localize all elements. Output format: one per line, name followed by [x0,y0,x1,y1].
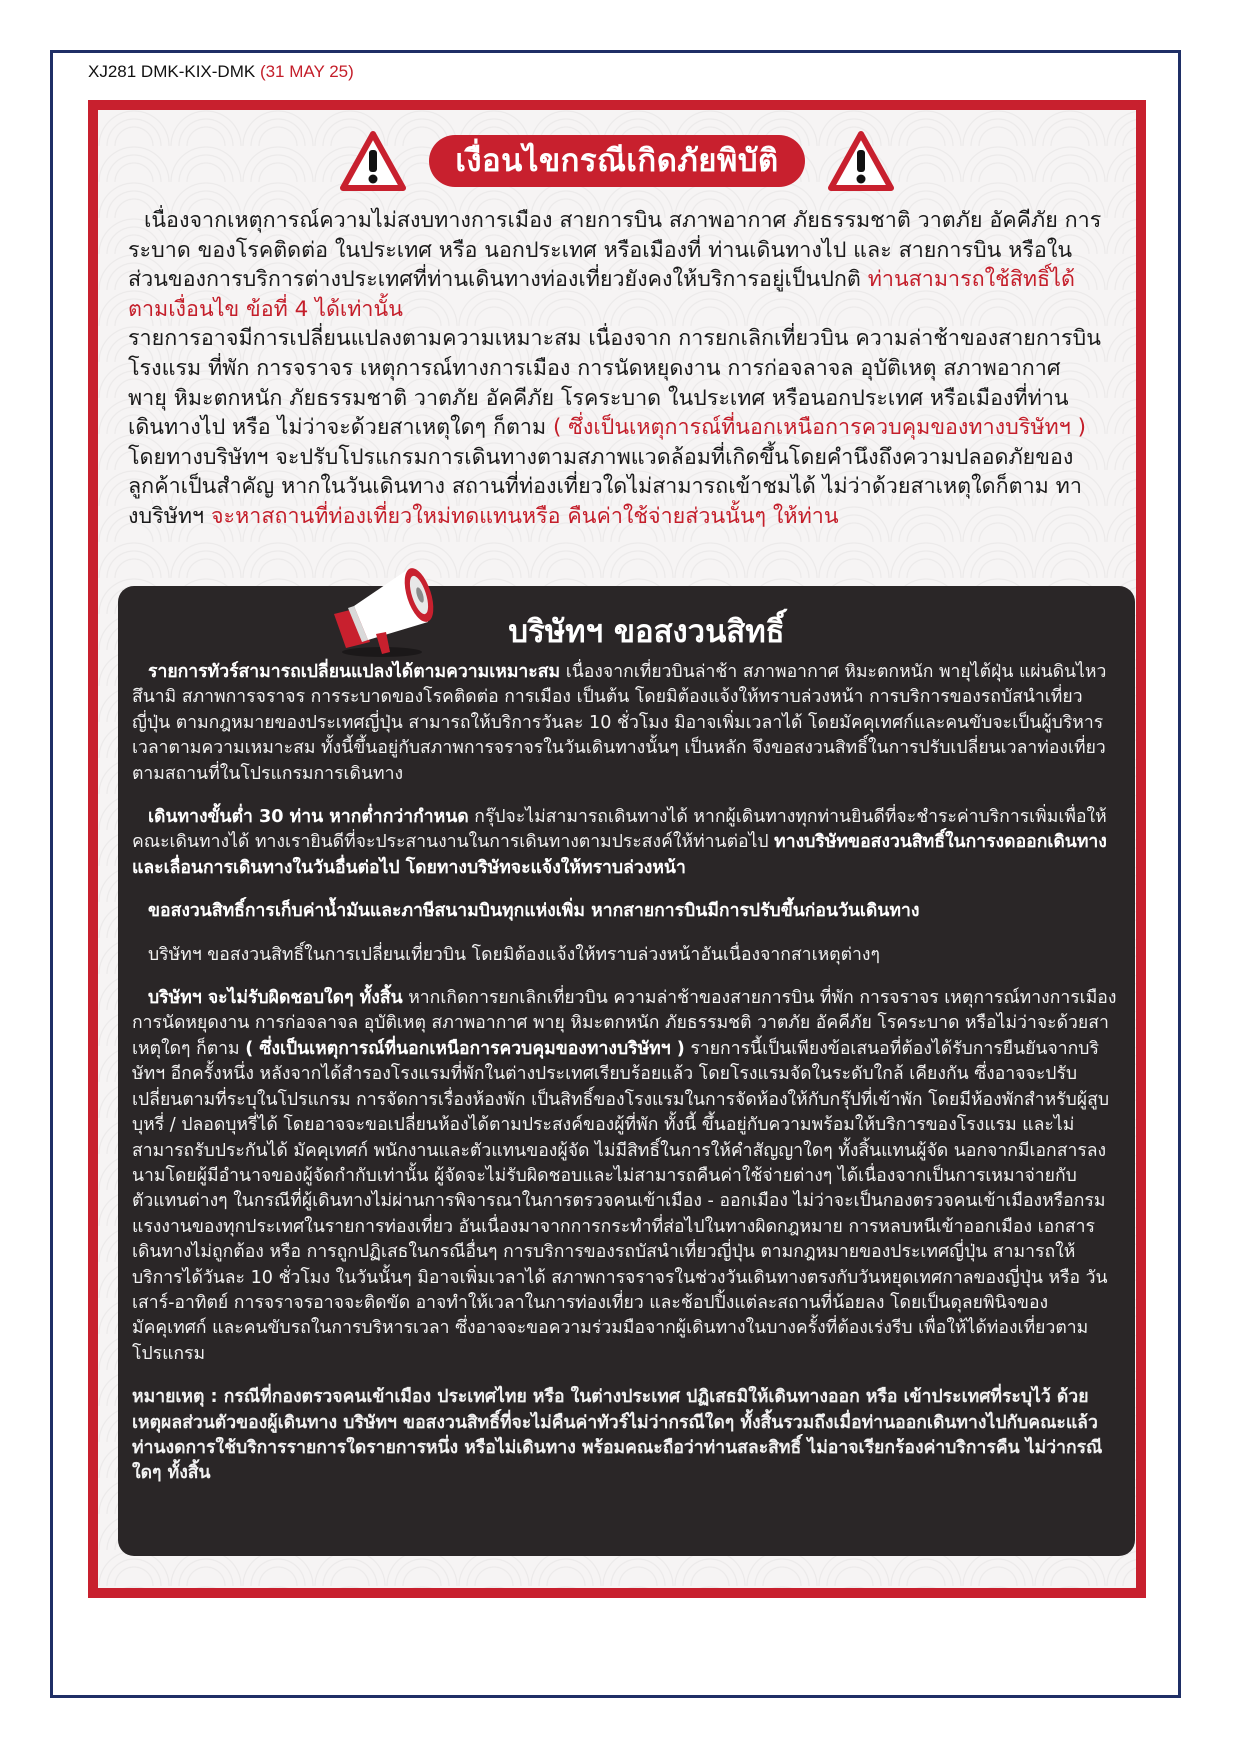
intro-p2b: โดยทางบริษัทฯ จะปรับโปรแกรมการเดินทางตามสภาพแวดล้อมที่เกิดขึ้นโดยคำนึงถึงความปลอดภัยของลูกค้าเป็นสำคัญ หากในวันเดินทาง สถานที่ท่องเที่ยวใดไม่สามารถเข้าชมได้ ไม่ว่าด้วยสาเหตุใดก็ตาม ทางบริษัทฯ [128,444,1082,529]
intro-p1-highlight: ท่านสามารถใช้สิทธิ์ได้ตามเงื่อนไข ข้อที่ 4 ได้เท่านั้น [128,267,1075,322]
rights-p5b: รายการนี้เป็นเพียงข้อเสนอที่ต้องได้รับการยืนยันจากบริษัทฯ อีกครั้งหนึ่ง หลังจากได้สำรองโรงแรมที่พักในต่างประเทศเรียบร้อยแล้ว โดยโรงแรมจัดในระดับใกล้ เคียงกัน ซึ่งอาจจะปรับเปลี่ยนตามที่ระบุในโปรแกรม การจัดการเรื่องห้องพัก เป็นสิทธิ์ของโรงแรมในการจัดห้องให้กับกรุ๊ปที่เข้าพัก โดยมีห้องพักสำหรับผู้สูบบุหรี่ / ปลอดบุหรี่ได้ โดยอาจจะขอเปลี่ยนห้องได้ตามประสงค์ของผู้ที่พัก ทั้งนี้ ขึ้นอยู่กับความพร้อมให้บริการของโรงแรม และไม่สามารถรับประกันได้ มัคคุเทศก์ พนักงานและตัวแทนของผู้จัด ไม่มีสิทธิ์ในการให้คำสัญญาใดๆ ทั้งสิ้นแทนผู้จัด นอกจากมีเอกสารลงนามโดยผู้มีอำนาจของผู้จัดกำกับเท่านั้น ผู้จัดจะไม่รับผิดชอบและไม่สามารถคืนค่าใช้จ่ายต่างๆ ได้เนื่องจากเป็นการเหมาจ่ายกับตัวแทนต่างๆ ในกรณีที่ผู้เดินทางไม่ผ่านการพิจารณาในการตรวจคนเข้าเมือง - ออกเมือง ไม่ว่าจะเป็นกองตรวจคนเข้าเมืองหรือกรมแรงงานของทุกประเทศในรายการท่องเที่ยว อันเนื่องมาจากการกระทำที่ส่อไปในทางผิดกฎหมาย การหลบหนีเข้าออกเมือง เอกสารเดินทางไม่ถูกต้อง หรือ การถูกปฏิเสธในกรณีอื่นๆ การบริการของรถบัสนำเที่ยวญี่ปุ่น ตามกฎหมายของประเทศญี่ปุ่น สามารถให้บริการได้วันละ 10 ชั่วโมง ในวันนั้นๆ มิอาจเพิ่มเวลาได้ สภาพการจราจรในช่วงวันเดินทางตรงกับวันหยุดเทศกาลของญี่ปุ่น หรือ วันเสาร์-อาทิตย์ การจราจรอาจจะติดขัด อาจทำให้เวลาในการท่องเที่ยว และช้อปปิ้งแต่ละสถานที่น้อยลง โดยเป็นดุลยพินิจของมัคคุเทศก์ และคนขับรถในการบริหารเวลา ซึ่งอาจจะขอความร่วมมือจากผู้เดินทางในบางครั้งที่ต้องเร่งรีบ เพื่อให้ได้ท่องเที่ยวตามโปรแกรม [132,1038,1110,1364]
rights-note: หมายเหตุ : กรณีที่กองตรวจคนเข้าเมือง ประเทศไทย หรือ ในต่างประเทศ ปฏิเสธมิให้เดินทางออก หรือ เข้าประเทศที่ระบุไว้ ด้วยเหตุผลส่วนตัวของผู้เดินทาง บริษัทฯ ขอสงวนสิทธิ์ที่จะไม่คืนค่าทัวร์ไม่ว่ากรณีใดๆ ทั้งสิ้นรวมถึงเมื่อท่านออกเดินทางไปกับคณะแล้ว ท่านงดการใช้บริการรายการใดรายการหนึ่ง หรือไม่เดินทาง พร้อมคณะถือว่าท่านสละสิทธิ์ ไม่อาจเรียกร้องค่าบริการคืน ไม่ว่ากรณีใดๆ ทั้งสิ้น [132,1387,1103,1484]
rights-p5-bold-2: ( ซึ่งเป็นเหตุการณ์ที่นอกเหนือการควบคุมของทางบริษัทฯ ) [245,1038,685,1059]
rights-p1: เนื่องจากเที่ยวบินล่าช้า สภาพอากาศ หิมะตกหนัก พายุไต้ฝุ่น แผ่นดินไหว สึนามิ สภาพการจราจร การระบาดของโรคติดต่อ การเมือง เป็นต้น โดยมิต้องแจ้งให้ทราบล่วงหน้า การบริการของรถบัสนำเที่ยวญี่ปุ่น ตามกฎหมายของประเทศญี่ปุ่น สามารถให้บริการวันละ 10 ชั่วโมง มิอาจเพิ่มเวลาได้ โดยมัคคุเทศก์และคนขับจะเป็นผู้บริหารเวลาตามความเหมาะสม ทั้งนี้ขึ้นอยู่กับสภาพการจราจรในวันเดินทางนั้นๆ เป็นหลัก จึงขอสงวนสิทธิ์ในการปรับเปลี่ยนเวลาท่องเที่ยวตามสถานที่ในโปรแกรมการเดินทาง [132,662,1107,784]
rights-p2-bold-2: ทางบริษัทขอสงวนสิทธิ์ในการงดออกเดินทางและเลื่อนการเดินทางในวันอื่นต่อไป โดยทางบริษัทจะแจ้งให้ทราบล่วงหน้า [132,832,1107,878]
intro-p2-highlight-1: ( ซึ่งเป็นเหตุการณ์ที่นอกเหนือการควบคุมของทางบริษัทฯ ) [553,415,1087,441]
tour-code: XJ281 DMK-KIX-DMK [88,62,256,81]
rights-p4: บริษัทฯ ขอสงวนสิทธิ์ในการเปลี่ยนเที่ยวบิน โดยมิต้องแจ้งให้ทราบล่วงหน้าอันเนื่องจากสาเหตุต่างๆ [148,944,880,965]
poster-title: เงื่อนไขกรณีเกิดภัยพิบัติ [429,135,804,187]
rights-p1-bold: รายการทัวร์สามารถเปลี่ยนแปลงได้ตามความเหมาะสม [148,662,561,682]
rights-item-schedule-change [132,660,1117,787]
rights-reserved-panel [118,586,1135,1556]
intro-p2-highlight-2: จะหาสถานที่ท่องเที่ยวใหม่ทดแทนหรือ คืนค่าใช้จ่ายส่วนนั้นๆ ให้ท่าน [210,503,839,529]
rights-item-fuel-tax [132,899,1117,924]
rights-item-minimum-group [132,805,1117,881]
rights-p5a: หากเกิดการยกเลิกเที่ยวบิน ความล่าช้าของสายการบิน ที่พัก การจราจร เหตุการณ์ทางการเมือง การนัดหยุดงาน การก่อจลาจล อุบัติเหตุ สภาพอากาศ พายุ หิมะตกหนัก ภัยธรรมชติ วาตภัย อัคคีภัย โรคระบาด หรือไม่ว่าจะด้วยสาเหตุใดๆ ก็ตาม [132,988,1117,1059]
rights-item-no-liability [132,986,1117,1367]
intro-paragraph-1 [128,206,1104,324]
intro-p2a: รายการอาจมีการเปลี่ยนแปลงตามความเหมาะสม เนื่องจาก การยกเลิกเที่ยวบิน ความล่าช้าของสายการบิน โรงแรม ที่พัก การจราจร เหตุการณ์ทางการเมือง การนัดหยุดงาน การก่อจลาจล อุบัติเหตุ สภาพอากาศ พายุ หิมะตกหนัก ภัยธรรมชาติ วาตภัย อัคคีภัย โรคระบาด ในประเทศ หรือนอกประเทศ หรือเมืองที่ท่านเดินทางไป หรือ ไม่ว่าจะด้วยสาเหตุใดๆ ก็ตาม [128,326,1101,441]
disaster-conditions-poster [88,100,1146,1598]
tour-code-header [88,62,354,82]
title-row [98,130,1136,192]
tour-date: (31 MAY 25) [259,62,354,81]
warning-triangle-icon [339,130,407,192]
intro-text [128,206,1104,532]
rights-p3-bold: ขอสงวนสิทธิ์การเก็บค่าน้ำมันและภาษีสนามบินทุกแห่งเพิ่ม หากสายการบินมีการปรับขึ้นก่อนวันเดินทาง [148,901,920,922]
rights-title: บริษัทฯ ขอสงวนสิทธิ์ [508,614,785,650]
intro-p1: เนื่องจากเหตุการณ์ความไม่สงบทางการเมือง สายการบิน สภาพอากาศ ภัยธรรมชาติ วาตภัย อัคคีภัย การระบาด ของโรคติดต่อ ในประเทศ หรือ นอกประเทศ หรือเมืองที่ ท่านเดินทางไป และ สายการบิน หรือในส่วนของการบริการต่างประเทศที่ท่านเดินทางท่องเที่ยวยังคงให้บริการอยู่เป็นปกติ [128,208,1102,293]
poster-body [98,110,1136,1588]
rights-p2-bold: เดินทางขั้นต่ำ 30 ท่าน หากต่ำกว่ากำหนด [148,807,469,828]
rights-p2: กรุ๊ปจะไม่สามารถเดินทางได้ หากผู้เดินทางทุกท่านยินดีที่จะชำระค่าบริการเพิ่มเพื่อให้คณะเดินทางได้ ทางเรายินดีที่จะประสานงานในการเดินทางตามประสงค์ให้ท่านต่อไป [132,807,1107,853]
rights-p5-bold: บริษัทฯ จะไม่รับผิดชอบใดๆ ทั้งสิ้น [148,988,403,1009]
intro-paragraph-2 [128,324,1104,531]
rights-item-flight-change [132,943,1117,968]
warning-triangle-icon [827,130,895,192]
